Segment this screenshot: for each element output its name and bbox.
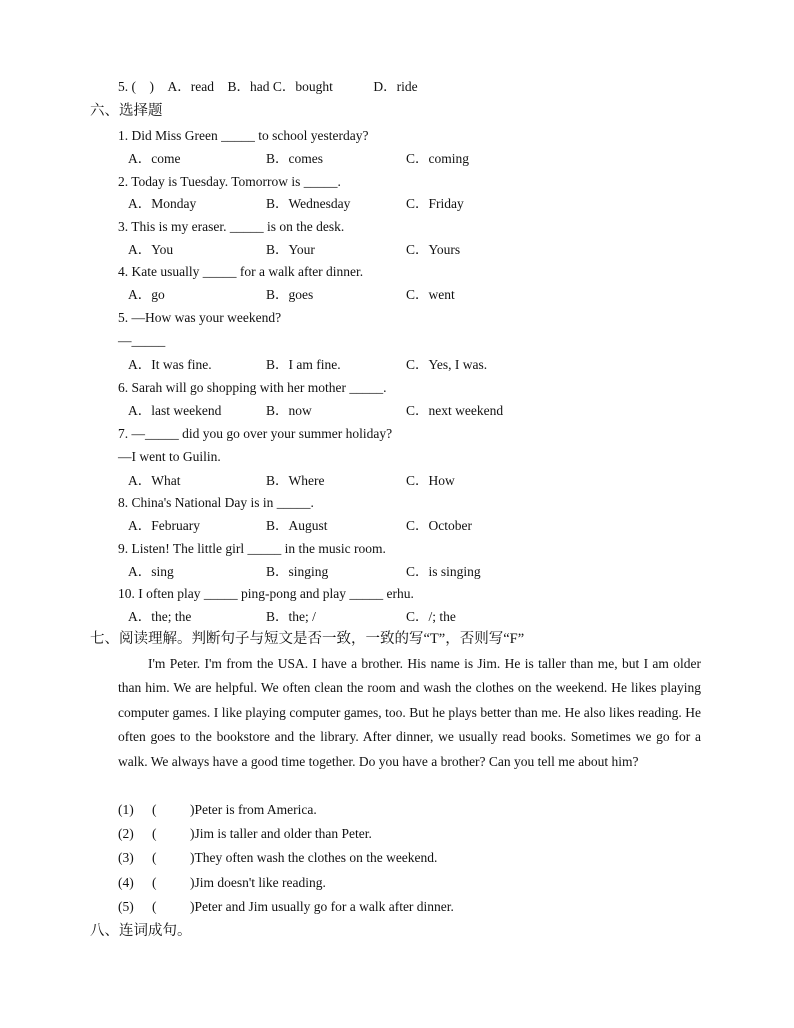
mc-question-6: 6. Sarah will go shopping with her mother _____. bbox=[118, 380, 387, 395]
mc-question-2: 2. Today is Tuesday. Tomorrow is _____. bbox=[118, 174, 341, 189]
mc-9-option-b: B．singing bbox=[266, 564, 329, 579]
section-7-title: 七、阅读理解。判断句子与短文是否一致，一致的写“T”，否则写“F” bbox=[90, 631, 525, 647]
judge-5-number: (5) bbox=[118, 899, 134, 914]
mc-question-8: 8. China's National Day is in _____. bbox=[118, 495, 314, 510]
mc-question-7-reply: —I went to Guilin. bbox=[118, 449, 221, 464]
reading-passage-text: I'm Peter. I'm from the USA. I have a brother. His name is Jim. He is taller than me, but I am older than him. We are helpful. We often clean the room and wash the clothes on the weekend. He likes playing computer games. I like playing computer games, too. But he plays better than me. He also likes reading. He often goes to the bookstore and the library. After dinner, we usually read books. Sometimes we go for a walk. We always have a good time together. Do you have a brother? Can you tell me about him? bbox=[118, 656, 701, 769]
mc-2-option-a: A．Monday bbox=[128, 196, 197, 211]
mc-5-option-a: A．It was fine. bbox=[128, 357, 212, 372]
judge-4-blank: ( bbox=[152, 875, 157, 890]
mc-4-option-b: B．goes bbox=[266, 287, 314, 302]
reading-passage bbox=[118, 652, 701, 774]
mc-1-option-a: A．come bbox=[128, 151, 181, 166]
judge-1-statement: )Peter is from America. bbox=[190, 802, 317, 817]
judge-5-statement: )Peter and Jim usually go for a walk after dinner. bbox=[190, 899, 454, 914]
mc-10-option-b: B．the; / bbox=[266, 609, 316, 624]
mc-question-5-reply: —_____ bbox=[118, 333, 166, 348]
mc-2-option-c: C．Friday bbox=[406, 196, 464, 211]
mc-8-option-b: B．August bbox=[266, 518, 328, 533]
judge-4-number: (4) bbox=[118, 875, 134, 890]
section-6-title: 六、选择题 bbox=[90, 103, 163, 119]
judge-2-blank: ( bbox=[152, 826, 157, 841]
mc-8-option-a: A．February bbox=[128, 518, 200, 533]
mc-10-option-a: A．the; the bbox=[128, 609, 192, 624]
judge-5-blank: ( bbox=[152, 899, 157, 914]
mc-3-option-c: C．Yours bbox=[406, 242, 461, 257]
mc-4-option-c: C．went bbox=[406, 287, 455, 302]
mc-6-option-b: B．now bbox=[266, 403, 312, 418]
mc-question-3: 3. This is my eraser. _____ is on the desk. bbox=[118, 219, 345, 234]
judge-2-number: (2) bbox=[118, 826, 134, 841]
judge-3-blank: ( bbox=[152, 850, 157, 865]
mc-6-option-a: A．last weekend bbox=[128, 403, 222, 418]
mc-question-9: 9. Listen! The little girl _____ in the music room. bbox=[118, 541, 386, 556]
mc-question-5: 5. —How was your weekend? bbox=[118, 310, 282, 325]
judge-3-number: (3) bbox=[118, 850, 134, 865]
mc-5-option-b: B．I am fine. bbox=[266, 357, 341, 372]
mc-question-1: 1. Did Miss Green _____ to school yesterday? bbox=[118, 128, 369, 143]
mc-8-option-c: C．October bbox=[406, 518, 472, 533]
mc-question-4: 4. Kate usually _____ for a walk after dinner. bbox=[118, 264, 364, 279]
mc-7-option-b: B．Where bbox=[266, 473, 325, 488]
mc-6-option-c: C．next weekend bbox=[406, 403, 504, 418]
mc-2-option-b: B．Wednesday bbox=[266, 196, 351, 211]
mc-1-option-c: C．coming bbox=[406, 151, 469, 166]
mc-3-option-b: B．Your bbox=[266, 242, 315, 257]
mc-3-option-a: A．You bbox=[128, 242, 174, 257]
mc-9-option-a: A．sing bbox=[128, 564, 174, 579]
mc-question-10: 10. I often play _____ ping-pong and play _____ erhu. bbox=[118, 586, 414, 601]
judge-4-statement: )Jim doesn't like reading. bbox=[190, 875, 326, 890]
mc-10-option-c: C．/; the bbox=[406, 609, 456, 624]
judge-1-blank: ( bbox=[152, 802, 157, 817]
mc-4-option-a: A．go bbox=[128, 287, 165, 302]
mc-7-option-c: C．How bbox=[406, 473, 455, 488]
section-8-title: 八、连词成句。 bbox=[90, 923, 192, 939]
mc-9-option-c: C．is singing bbox=[406, 564, 481, 579]
judge-3-statement: )They often wash the clothes on the weekend. bbox=[190, 850, 438, 865]
judge-2-statement: )Jim is taller and older than Peter. bbox=[190, 826, 372, 841]
question-5-previous: 5. ( ) A．read B．had C．bought D．ride bbox=[118, 79, 418, 94]
mc-7-option-a: A．What bbox=[128, 473, 181, 488]
mc-1-option-b: B．comes bbox=[266, 151, 323, 166]
judge-1-number: (1) bbox=[118, 802, 134, 817]
mc-5-option-c: C．Yes, I was. bbox=[406, 357, 488, 372]
mc-question-7: 7. —_____ did you go over your summer holiday? bbox=[118, 426, 393, 441]
